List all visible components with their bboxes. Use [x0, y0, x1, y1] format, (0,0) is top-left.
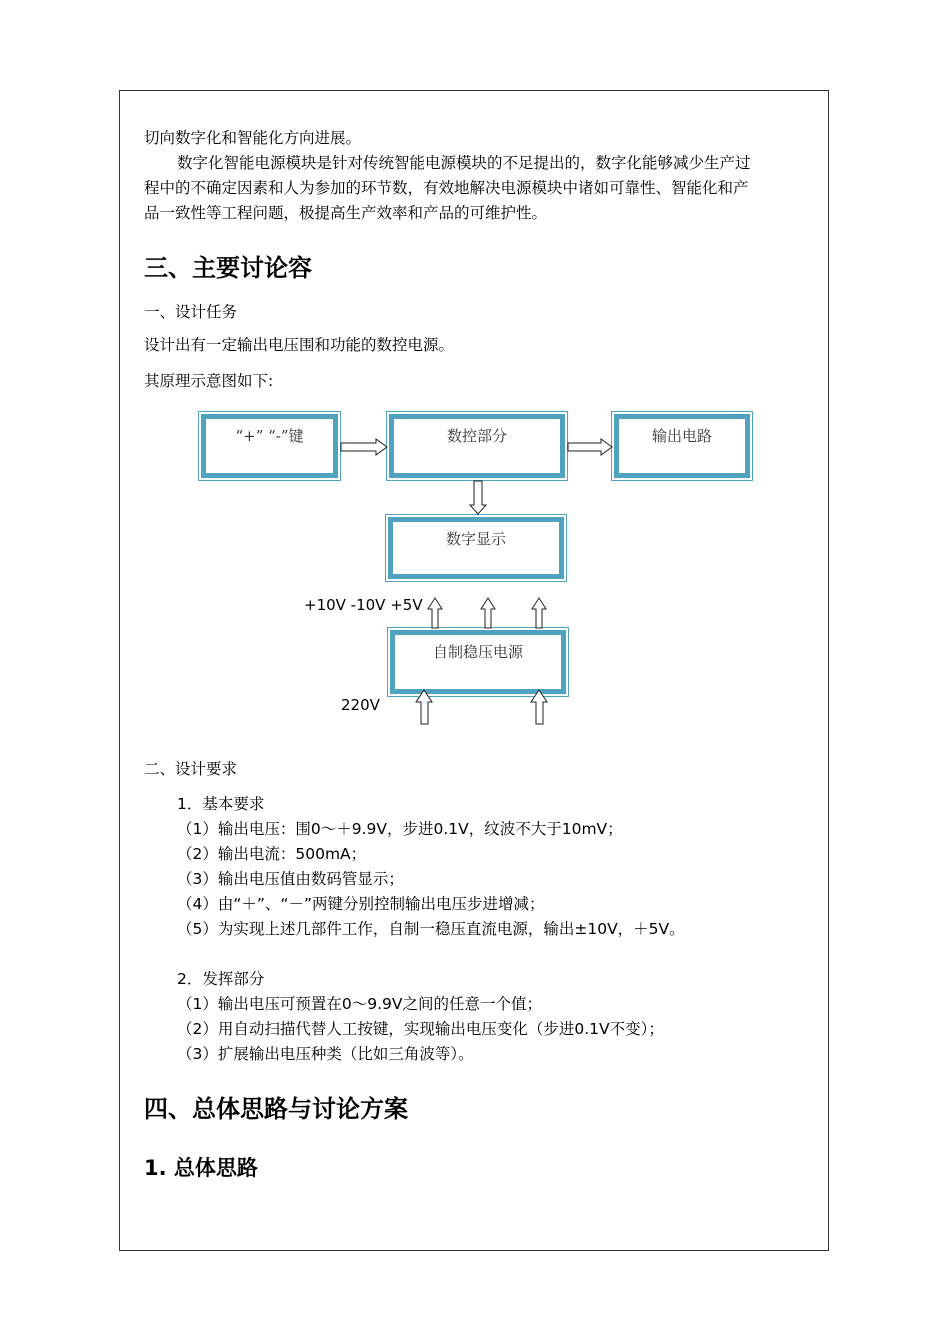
arrow-power-up-2 [481, 598, 495, 628]
requirements-heading: 二、设计要求 [144, 760, 238, 778]
extra-item: （2）用自动扫描代替人工按键，实现输出电压变化（步进0.1V不变）； [177, 1020, 664, 1038]
arrow-keys-to-control [341, 439, 387, 455]
diagram-caption: 其原理示意图如下: [144, 372, 274, 390]
requirement-item: （4）由“＋”、“－”两键分别控制输出电压步进增减； [177, 895, 545, 913]
intro-para-line: 品一致性等工程问题，极提高生产效率和产品的可维护性。 [144, 204, 548, 222]
section4-heading: 四、总体思路与讨论方案 [144, 1095, 408, 1123]
arrow-power-up-3 [532, 598, 546, 628]
arrow-control-to-display [470, 481, 486, 514]
section4-subheading: 1. 总体思路 [144, 1156, 258, 1180]
section3-heading: 三、主要讨论容 [144, 254, 312, 282]
arrow-220v-in-2 [531, 690, 547, 724]
extra-item: （1）输出电压可预置在0～9.9V之间的任意一个值； [177, 995, 542, 1013]
requirement-item: （5）为实现上述几部件工作，自制一稳压直流电源，输出±10V，＋5V。 [177, 920, 685, 938]
requirement-item: （1）输出电压：围0～＋9.9V，步进0.1V，纹波不大于10mV； [177, 820, 623, 838]
arrow-power-up-1 [428, 598, 442, 628]
control-box-label: 数控部分 [446, 427, 507, 445]
intro-para-line: 程中的不确定因素和人为参加的环节数，有效地解决电源模块中诸如可靠性、智能化和产 [144, 179, 749, 197]
intro-para-line: 数字化智能电源模块是针对传统智能电源模块的不足提出的，数字化能够减少生产过 [177, 154, 751, 172]
voltage-rail-labels: +10V -10V +5V [304, 596, 423, 614]
arrow-control-to-output [568, 439, 612, 455]
extra-item: （3）扩展输出电压种类（比如三角波等）。 [177, 1045, 474, 1063]
requirement-item: （3）输出电压值由数码管显示； [177, 870, 404, 888]
arrow-220v-in-1 [416, 690, 432, 724]
input-voltage-label: 220V [341, 696, 380, 714]
display-box-label: 数字显示 [445, 530, 506, 548]
task-heading: 一、设计任务 [144, 303, 238, 321]
power-box-label: 自制稳压电源 [432, 643, 523, 661]
basic-title: 1．基本要求 [177, 795, 265, 813]
requirement-item: （2）输出电流：500mA； [177, 845, 367, 863]
output-box-label: 输出电路 [651, 427, 712, 445]
extra-title: 2．发挥部分 [177, 970, 265, 988]
intro-line: 切向数字化和智能化方向进展。 [144, 129, 362, 147]
keys-box-label: “+” “-”键 [235, 427, 304, 445]
task-text: 设计出有一定输出电压围和功能的数控电源。 [144, 336, 455, 354]
